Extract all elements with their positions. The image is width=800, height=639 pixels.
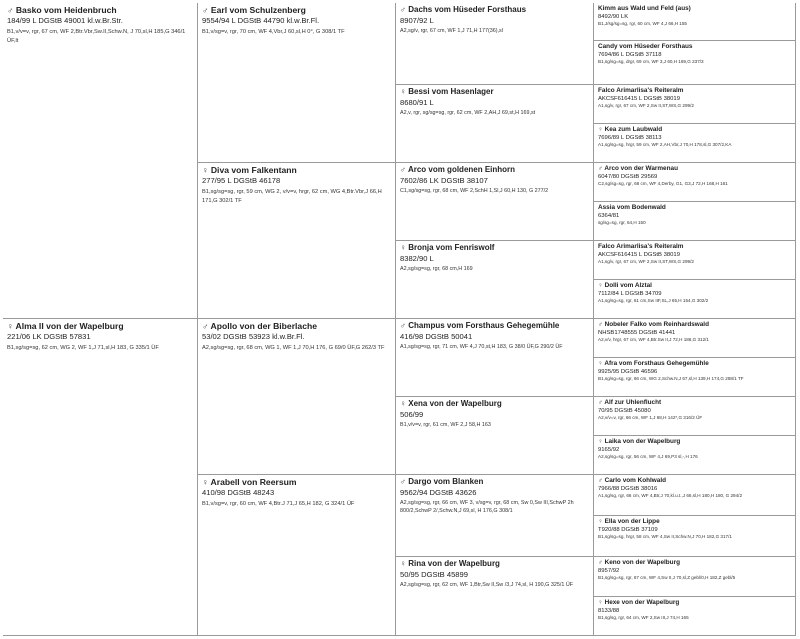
- pedigree-entry: [594, 202, 796, 241]
- pedigree-entry-sire: [3, 3, 198, 319]
- dog-name-text: Kimm aus Wald und Feld (aus): [598, 5, 691, 12]
- dog-name: [400, 243, 589, 253]
- pedigree-entry: [594, 397, 796, 436]
- registration: 7694/86 L DGStB 37118: [598, 51, 662, 58]
- registration: NHSB1748555 DGStB 41441: [598, 329, 676, 336]
- dog-name-text: Arabell von Reersum: [210, 477, 297, 487]
- dog-name: [7, 5, 193, 15]
- registration: 8907/92 L: [400, 15, 434, 25]
- dog-name-text: Bronja vom Fenriswolf: [408, 243, 495, 252]
- description: B1,sg/sg, rgr, 64 cm, WF 2,Sw III,J 74,H 165: [598, 615, 689, 621]
- registration: 53/02 DGStB 53923 kl.w.Br.Fl.: [202, 332, 305, 342]
- pedigree-entry: [594, 436, 796, 475]
- pedigree-entry: [594, 3, 796, 41]
- dog-name-text: Kea zum Laubwald: [604, 126, 663, 133]
- dog-name: [598, 87, 791, 95]
- dog-name-text: Nobeler Falko vom Reinhardswald: [604, 321, 709, 328]
- registration: 416/98 DGStB 50041: [400, 331, 473, 341]
- dog-name-text: Apollo von der Biberlache: [210, 321, 318, 331]
- sex-mark: ♀: [400, 243, 406, 252]
- dog-name-text: Afra vom Forsthaus Gehegemühle: [604, 360, 709, 367]
- registration: AKCSF616415 L DGStB 38019: [598, 251, 680, 258]
- dog-name: [598, 43, 791, 51]
- sex-mark: ♂: [598, 399, 603, 406]
- description: B1,v/sg=v, rgr, 60 cm, WF 4,Btr.J 71,J 65,H 182, G 324/1 ÜF: [202, 500, 355, 507]
- registration: 8133/88: [598, 607, 620, 614]
- sex-mark: ♂: [400, 165, 406, 174]
- pedigree-entry: [594, 358, 796, 397]
- registration: 410/98 DGStB 48243: [202, 488, 275, 498]
- registration: 506/99: [400, 409, 424, 419]
- registration: 184/99 L DGStB 49001 kl.w.Br.Str.: [7, 16, 123, 26]
- dog-name-text: Diva vom Falkentann: [210, 165, 297, 175]
- dog-name: [202, 477, 391, 487]
- dog-name: [598, 518, 791, 526]
- registration: 7966/88 DGStB 38016: [598, 485, 658, 492]
- dog-name-text: Carlo vom Kohlwald: [604, 477, 667, 484]
- dog-name-text: Keno von der Wapelburg: [604, 559, 680, 566]
- dog-name: [7, 321, 193, 331]
- dog-name-text: Arco von der Warmenau: [604, 165, 678, 172]
- dog-name-text: Bessi vom Hasenlager: [408, 87, 494, 96]
- description: C1,sg/sg=sg, rgr, 68 cm, WF 2,SchH 1,Sl,J 60,H 130, G 277/2: [400, 188, 549, 195]
- description: A2,v/v, hrgr, 67 cm, WF 4,Btr.Sw II,J 72,H 186,G 312/1: [598, 337, 709, 343]
- registration: 6364/81: [598, 212, 620, 219]
- sex-mark: ♂: [598, 559, 603, 566]
- description: A1,sg/sg=sg, hrgr, 59 cm, WF 2,AH,Vbr,J 70,H 178,sl,G 307/2,KA: [598, 142, 732, 148]
- pedigree-entry: [594, 557, 796, 597]
- dog-name: [598, 399, 791, 407]
- sex-mark: ♀: [598, 438, 603, 445]
- sex-mark: ♂: [598, 165, 603, 172]
- pedigree-entry: [594, 280, 796, 319]
- pedigree-entry: [594, 319, 796, 358]
- pedigree-entry: [594, 124, 796, 163]
- registration: 7696/89 L DGStB 38113: [598, 134, 662, 141]
- dog-name: [400, 321, 589, 331]
- dog-name: [400, 559, 589, 569]
- pedigree-entry: [594, 85, 796, 124]
- dog-name: [202, 321, 391, 331]
- description: C2,sg/sg=sg, rgr, 68 cm, WF 4,Derby, G1, G3,J 72,H 168,H 161: [598, 181, 728, 187]
- dog-name-text: Hexe von der Wapelburg: [604, 599, 680, 606]
- registration: 9165/92: [598, 446, 620, 453]
- sex-mark: ♀: [202, 477, 209, 487]
- description: B1,sg/sg=sg, hrgr, 58 cm, WF 4,Sw II,Schw.N,J 70,H 182,G 317/1: [598, 534, 732, 540]
- dog-name: [598, 360, 791, 368]
- dog-name-text: Ella von der Lippe: [604, 518, 660, 525]
- pedigree-entry: [396, 557, 594, 636]
- description: B1,sg/sg=sg, rgr, 59 cm, WG 2, v/v=v, hrgr, 62 cm, WG 4,Btr.Vbr,J 66,H 171,G 302/1 TF: [202, 188, 382, 204]
- registration: 70/95 DGStB 45080: [598, 407, 651, 414]
- registration: T920/88 DGStB 37109: [598, 526, 658, 533]
- sex-mark: ♀: [598, 282, 603, 289]
- pedigree-entry: [198, 319, 396, 475]
- description: A1,sg/v, rgr, 67 cm, WF 2,Sw II,ST,WS,G 299/2: [598, 103, 694, 109]
- pedigree-entry: [594, 597, 796, 636]
- sex-mark: ♂: [400, 477, 406, 486]
- description: A1,sg/sg, rgr, 66 cm, WF 4,Btr,J 70,kl.u.t.,J 66,sl,H 180,H 180, G 294/2: [598, 493, 743, 499]
- dog-name: [598, 438, 791, 446]
- dog-name-text: Dachs vom Hüseder Forsthaus: [408, 5, 527, 14]
- dog-name: [400, 477, 589, 487]
- pedigree-entry: [396, 85, 594, 163]
- sex-mark: ♀: [400, 399, 406, 408]
- registration: 8492/90 LK: [598, 13, 629, 20]
- sex-mark: ♀: [202, 165, 209, 175]
- dog-name-text: Dargo vom Blanken: [408, 477, 484, 486]
- dog-name: [400, 5, 589, 15]
- registration: 9562/94 DGStB 43626: [400, 487, 477, 497]
- dog-name: [202, 5, 391, 15]
- description: A2,sg/sg=sg, rgr, 68 cm, WG 1, WF 1,J 70,H 176, G 69/0 ÜF,G 262/3 TF: [202, 344, 385, 351]
- dog-name-text: Basko vom Heidenbruch: [15, 5, 117, 15]
- description: A2,sg/sg=sg, rgr, 56 cm, WF 4,J 69,P3 sl,-,H 176: [598, 454, 698, 460]
- dog-name: [598, 477, 791, 485]
- dog-name-text: Falco Arimarlisa's Reiteralm: [598, 87, 684, 94]
- pedigree-entry-dam: [3, 319, 198, 636]
- dog-name: [598, 243, 791, 251]
- registration: 7602/86 LK DGStB 38107: [400, 175, 488, 185]
- sex-mark: ♂: [202, 5, 209, 15]
- pedigree-entry: [396, 163, 594, 241]
- pedigree-entry: [198, 3, 396, 163]
- dog-name: [400, 399, 589, 409]
- sex-mark: ♀: [598, 360, 603, 367]
- description: A2,sg/sg=sg, rgr, 68 cm,H 169: [400, 266, 473, 273]
- description: B1,sg/sg=sg, rgr, 67 cm, WF 4,Sw II,J 70,sl,Z gebl/0,H 182,Z gebl/5: [598, 575, 736, 581]
- description: A1,sg/sg=sg, rgr, 71 cm, WF 4,J 70,st,H 183, G 38/0 ÜF,G 290/2 ÜF: [400, 344, 563, 351]
- registration: 50/95 DGStB 45899: [400, 569, 468, 579]
- registration: 8382/90 L: [400, 253, 434, 263]
- registration: 8680/91 L: [400, 97, 434, 107]
- description: A2,sg/sg=sg, rgr, 62 cm, WF 1,Btr,Sw II,Sw /3,J 74,sl, H 190,G 325/1 ÜF: [400, 582, 574, 589]
- registration: 9554/94 L DGStB 44790 kl.w.Br.Fl.: [202, 16, 320, 26]
- sex-mark: ♀: [400, 559, 406, 568]
- dog-name-text: Candy vom Hüseder Forsthaus: [598, 43, 693, 50]
- description: B1,v/v=v, rgr, 61 cm, WF 2,J 58,H 163: [400, 422, 491, 429]
- pedigree-entry: [594, 516, 796, 557]
- dog-name-text: Laika von der Wapelburg: [604, 438, 681, 445]
- pedigree-entry: [594, 475, 796, 516]
- dog-name-text: Dolli vom Alztal: [604, 282, 652, 289]
- pedigree-entry: [396, 3, 594, 85]
- registration: 221/06 LK DGStB 57831: [7, 332, 91, 342]
- description: A2,sg/sg=sg, rgr, 66 cm, WF 3, v/sg=v, rgr, 68 cm, Sw 0,Sw III,SchwP 2h 800/2,SchwP 2/,Schw.N,J 69,sl, H 176,G 308/1: [400, 500, 574, 515]
- dog-name: [400, 87, 589, 97]
- dog-name-text: Xena von der Wapelburg: [408, 399, 502, 408]
- registration: 9925/95 DGStB 46596: [598, 368, 658, 375]
- description: B1,sg/sg=sg, drgr, 69 cm, WF 3,J 60,H 169,G 237/3: [598, 59, 704, 65]
- sex-mark: ♂: [400, 321, 406, 330]
- pedigree-entry: [198, 163, 396, 319]
- registration: AKCSF616415 L DGStB 38019: [598, 95, 680, 102]
- dog-name-text: Alma II von der Wapelburg: [15, 321, 124, 331]
- dog-name-text: Arco vom goldenen Einhorn: [407, 165, 516, 174]
- registration: 8957/92: [598, 567, 620, 574]
- description: A1,sg/v, rgr, 67 cm, WF 2,Sw II,ST,WS,G 299/2: [598, 259, 694, 265]
- dog-name-text: Falco Arimarlisa's Reiteralm: [598, 243, 684, 250]
- sex-mark: ♀: [400, 87, 406, 96]
- description: B1,v/sg=v, rgr, 70 cm, WF 4,Vbr,J 60,sl,H 0°, G 308/1 TF: [202, 28, 345, 35]
- dog-name: [598, 5, 791, 13]
- sex-mark: ♀: [598, 518, 603, 525]
- dog-name: [598, 204, 791, 212]
- dog-name-text: Earl vom Schulzenberg: [210, 5, 306, 15]
- description: A1,sg/sg=sg, rgr, 61 cm,Sw IIF,SL,J 65,H 154,G 302/2: [598, 298, 709, 304]
- sex-mark: ♀: [598, 599, 603, 606]
- sex-mark: ♂: [400, 5, 406, 14]
- dog-name-text: Champus vom Forsthaus Gehegemühle: [408, 321, 560, 330]
- description: A2,sg/v, rgr, 67 cm, WF 1,J 71,H 177(36),sl: [400, 28, 503, 35]
- pedigree-entry: [594, 41, 796, 85]
- description: B1,v/v=v, rgr, 67 cm, WF 2,Btr.Vbr,Sw.II,Schw.N, J 70,sl,H 185,G 346/1 ÜF,lt: [7, 28, 186, 44]
- description: A2,v, rgr, sg/sg=sg, rgr, 62 cm, WF 2,AH,J 69,st,H 169,st: [400, 110, 536, 117]
- pedigree-table: [3, 3, 796, 636]
- pedigree-entry: [594, 241, 796, 280]
- dog-name: [598, 321, 791, 329]
- description: B1,J/sg/sg=sg, rgr, 60 cm, WF 4,J 66,H 155: [598, 21, 687, 27]
- dog-name: [400, 165, 589, 175]
- pedigree-entry: [594, 163, 796, 202]
- dog-name: [598, 126, 791, 134]
- sex-mark: ♂: [598, 321, 603, 328]
- dog-name-text: Alf zur Uhlenflucht: [604, 399, 662, 406]
- description: B1,sg/sg=sg, 62 cm, WG 2, WF 1,J 71,sl,H 183, G 335/1 ÜF: [7, 344, 159, 351]
- sex-mark: ♀: [7, 321, 14, 331]
- dog-name: [202, 165, 391, 175]
- dog-name: [598, 559, 791, 567]
- registration: 6047/80 DGStB 29569: [598, 173, 658, 180]
- description: sg/sg=sg, rgr, 64,H 150: [598, 220, 646, 226]
- pedigree-entry: [396, 397, 594, 475]
- sex-mark: ♀: [598, 126, 603, 133]
- registration: 7112/84 L DGStB 34709: [598, 290, 662, 297]
- registration: 277/95 L DGStB 46178: [202, 176, 281, 186]
- pedigree-entry: [396, 319, 594, 397]
- dog-name: [598, 282, 791, 290]
- pedigree-entry: [198, 475, 396, 636]
- sex-mark: ♂: [202, 321, 209, 331]
- pedigree-entry: [396, 475, 594, 557]
- dog-name-text: Rina von der Wapelburg: [408, 559, 500, 568]
- pedigree-entry: [396, 241, 594, 319]
- sex-mark: ♂: [7, 5, 14, 15]
- dog-name: [598, 599, 791, 607]
- description: A2,v/v=v, rgr, 66 cm, WF 1,J 68,H 142*,G 316/2 ÜF: [598, 415, 703, 421]
- sex-mark: ♂: [598, 477, 603, 484]
- description: B1,sg/sg=sg, rgr, 66 cm, WG 2,Schw.N,J 67,sl,H 139,H 174,G 288/1 TF: [598, 376, 744, 382]
- dog-name-text: Assia vom Bodenwald: [598, 204, 666, 211]
- dog-name: [598, 165, 791, 173]
